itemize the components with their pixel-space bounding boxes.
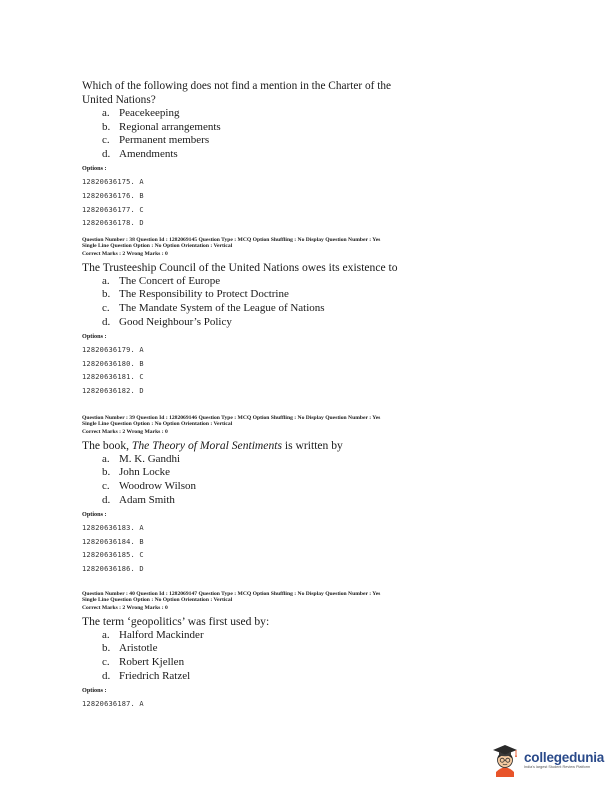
question-stem: The term ‘geopolitics’ was first used by: <box>82 614 270 628</box>
option-id: 12820636178. D <box>82 219 144 228</box>
answer-options <box>102 107 522 161</box>
option-id: 12820636176. B <box>82 191 144 200</box>
question-stem-line-1: Which of the following does not find a mention in the Charter of the <box>82 80 392 92</box>
question-meta-line-2: Single Line Question Option : No Option Orientation : Vertical <box>82 597 233 604</box>
option-id: 12820636186. D <box>82 564 144 573</box>
logo-text <box>524 751 604 770</box>
collegedunia-logo <box>490 742 606 778</box>
option-a: a. M. K. Gandhi <box>102 452 181 465</box>
book-title: The Theory of Moral Sentiments <box>131 438 282 452</box>
option-a: a. The Concert of Europe <box>102 274 221 287</box>
option-id: 12820636179. A <box>82 346 144 355</box>
options-label: Options : <box>82 333 107 341</box>
option-id-list <box>82 176 522 230</box>
question-marks: Correct Marks : 2 Wrong Marks : 0 <box>82 250 168 257</box>
option-d: d. Friedrich Ratzel <box>102 669 191 682</box>
question-marks: Correct Marks : 2 Wrong Marks : 0 <box>82 428 168 435</box>
option-d: d. Good Neighbour’s Policy <box>102 315 232 328</box>
option-id: 12820636185. C <box>82 551 144 560</box>
question-38 <box>82 237 522 399</box>
question-stem-line-2: United Nations? <box>82 94 156 106</box>
option-id: 12820636177. C <box>82 205 144 214</box>
question-marks: Correct Marks : 2 Wrong Marks : 0 <box>82 604 168 611</box>
logo-tagline: India's largest Student Review Platform <box>524 764 591 769</box>
options-label: Options : <box>82 687 107 695</box>
option-b: b. John Locke <box>102 466 171 479</box>
question-37 <box>82 79 522 231</box>
option-id: 12820636184. B <box>82 537 144 546</box>
option-id-list <box>82 344 522 398</box>
question-meta-line-1: Question Number : 38 Question Id : 1282069145 Question Type : MCQ Option Shuffling : No Display Question Number : Yes <box>82 237 381 243</box>
question-40 <box>82 591 522 712</box>
option-d: d. Amendments <box>102 147 178 160</box>
option-id: 12820636183. A <box>82 524 144 533</box>
option-id: 12820636187. A <box>82 700 144 709</box>
option-id: 12820636175. A <box>82 178 144 187</box>
option-id-list <box>82 698 522 712</box>
option-a: a. Peacekeeping <box>102 107 180 119</box>
question-stem: The Trusteeship Council of the United Nations owes its existence to <box>82 260 398 274</box>
options-label: Options : <box>82 511 107 519</box>
options-label: Options : <box>82 165 107 173</box>
question-stem: The book, The Theory of Moral Sentiments is written by <box>82 438 343 452</box>
answer-options <box>102 629 522 683</box>
option-b: b. Regional arrangements <box>102 120 221 133</box>
option-id: 12820636182. D <box>82 386 144 395</box>
option-id: 12820636181. C <box>82 373 144 382</box>
question-meta-line-2: Single Line Question Option : No Option Orientation : Vertical <box>82 243 233 250</box>
question-39 <box>82 415 522 577</box>
logo-name: collegedunia <box>524 749 605 765</box>
option-id: 12820636180. B <box>82 359 144 368</box>
option-c: c. The Mandate System of the League of Nations <box>102 302 325 314</box>
option-c: c. Robert Kjellen <box>102 656 185 668</box>
question-meta-line-1: Question Number : 39 Question Id : 1282069146 Question Type : MCQ Option Shuffling : No Display Question Number : Yes <box>82 415 381 421</box>
option-a: a. Halford Mackinder <box>102 628 204 641</box>
question-meta-line-1: Question Number : 40 Question Id : 1282069147 Question Type : MCQ Option Shuffling : No Display Question Number : Yes <box>82 591 381 597</box>
option-d: d. Adam Smith <box>102 493 175 506</box>
option-b: b. Aristotle <box>102 642 158 655</box>
option-c: c. Woodrow Wilson <box>102 480 196 492</box>
question-meta-line-2: Single Line Question Option : No Option Orientation : Vertical <box>82 421 233 428</box>
option-b: b. The Responsibility to Protect Doctrine <box>102 288 289 301</box>
option-id-list <box>82 522 522 576</box>
option-c: c. Permanent members <box>102 134 210 147</box>
answer-options <box>102 453 522 507</box>
graduate-mascot-icon <box>490 743 520 777</box>
answer-options <box>102 275 522 329</box>
